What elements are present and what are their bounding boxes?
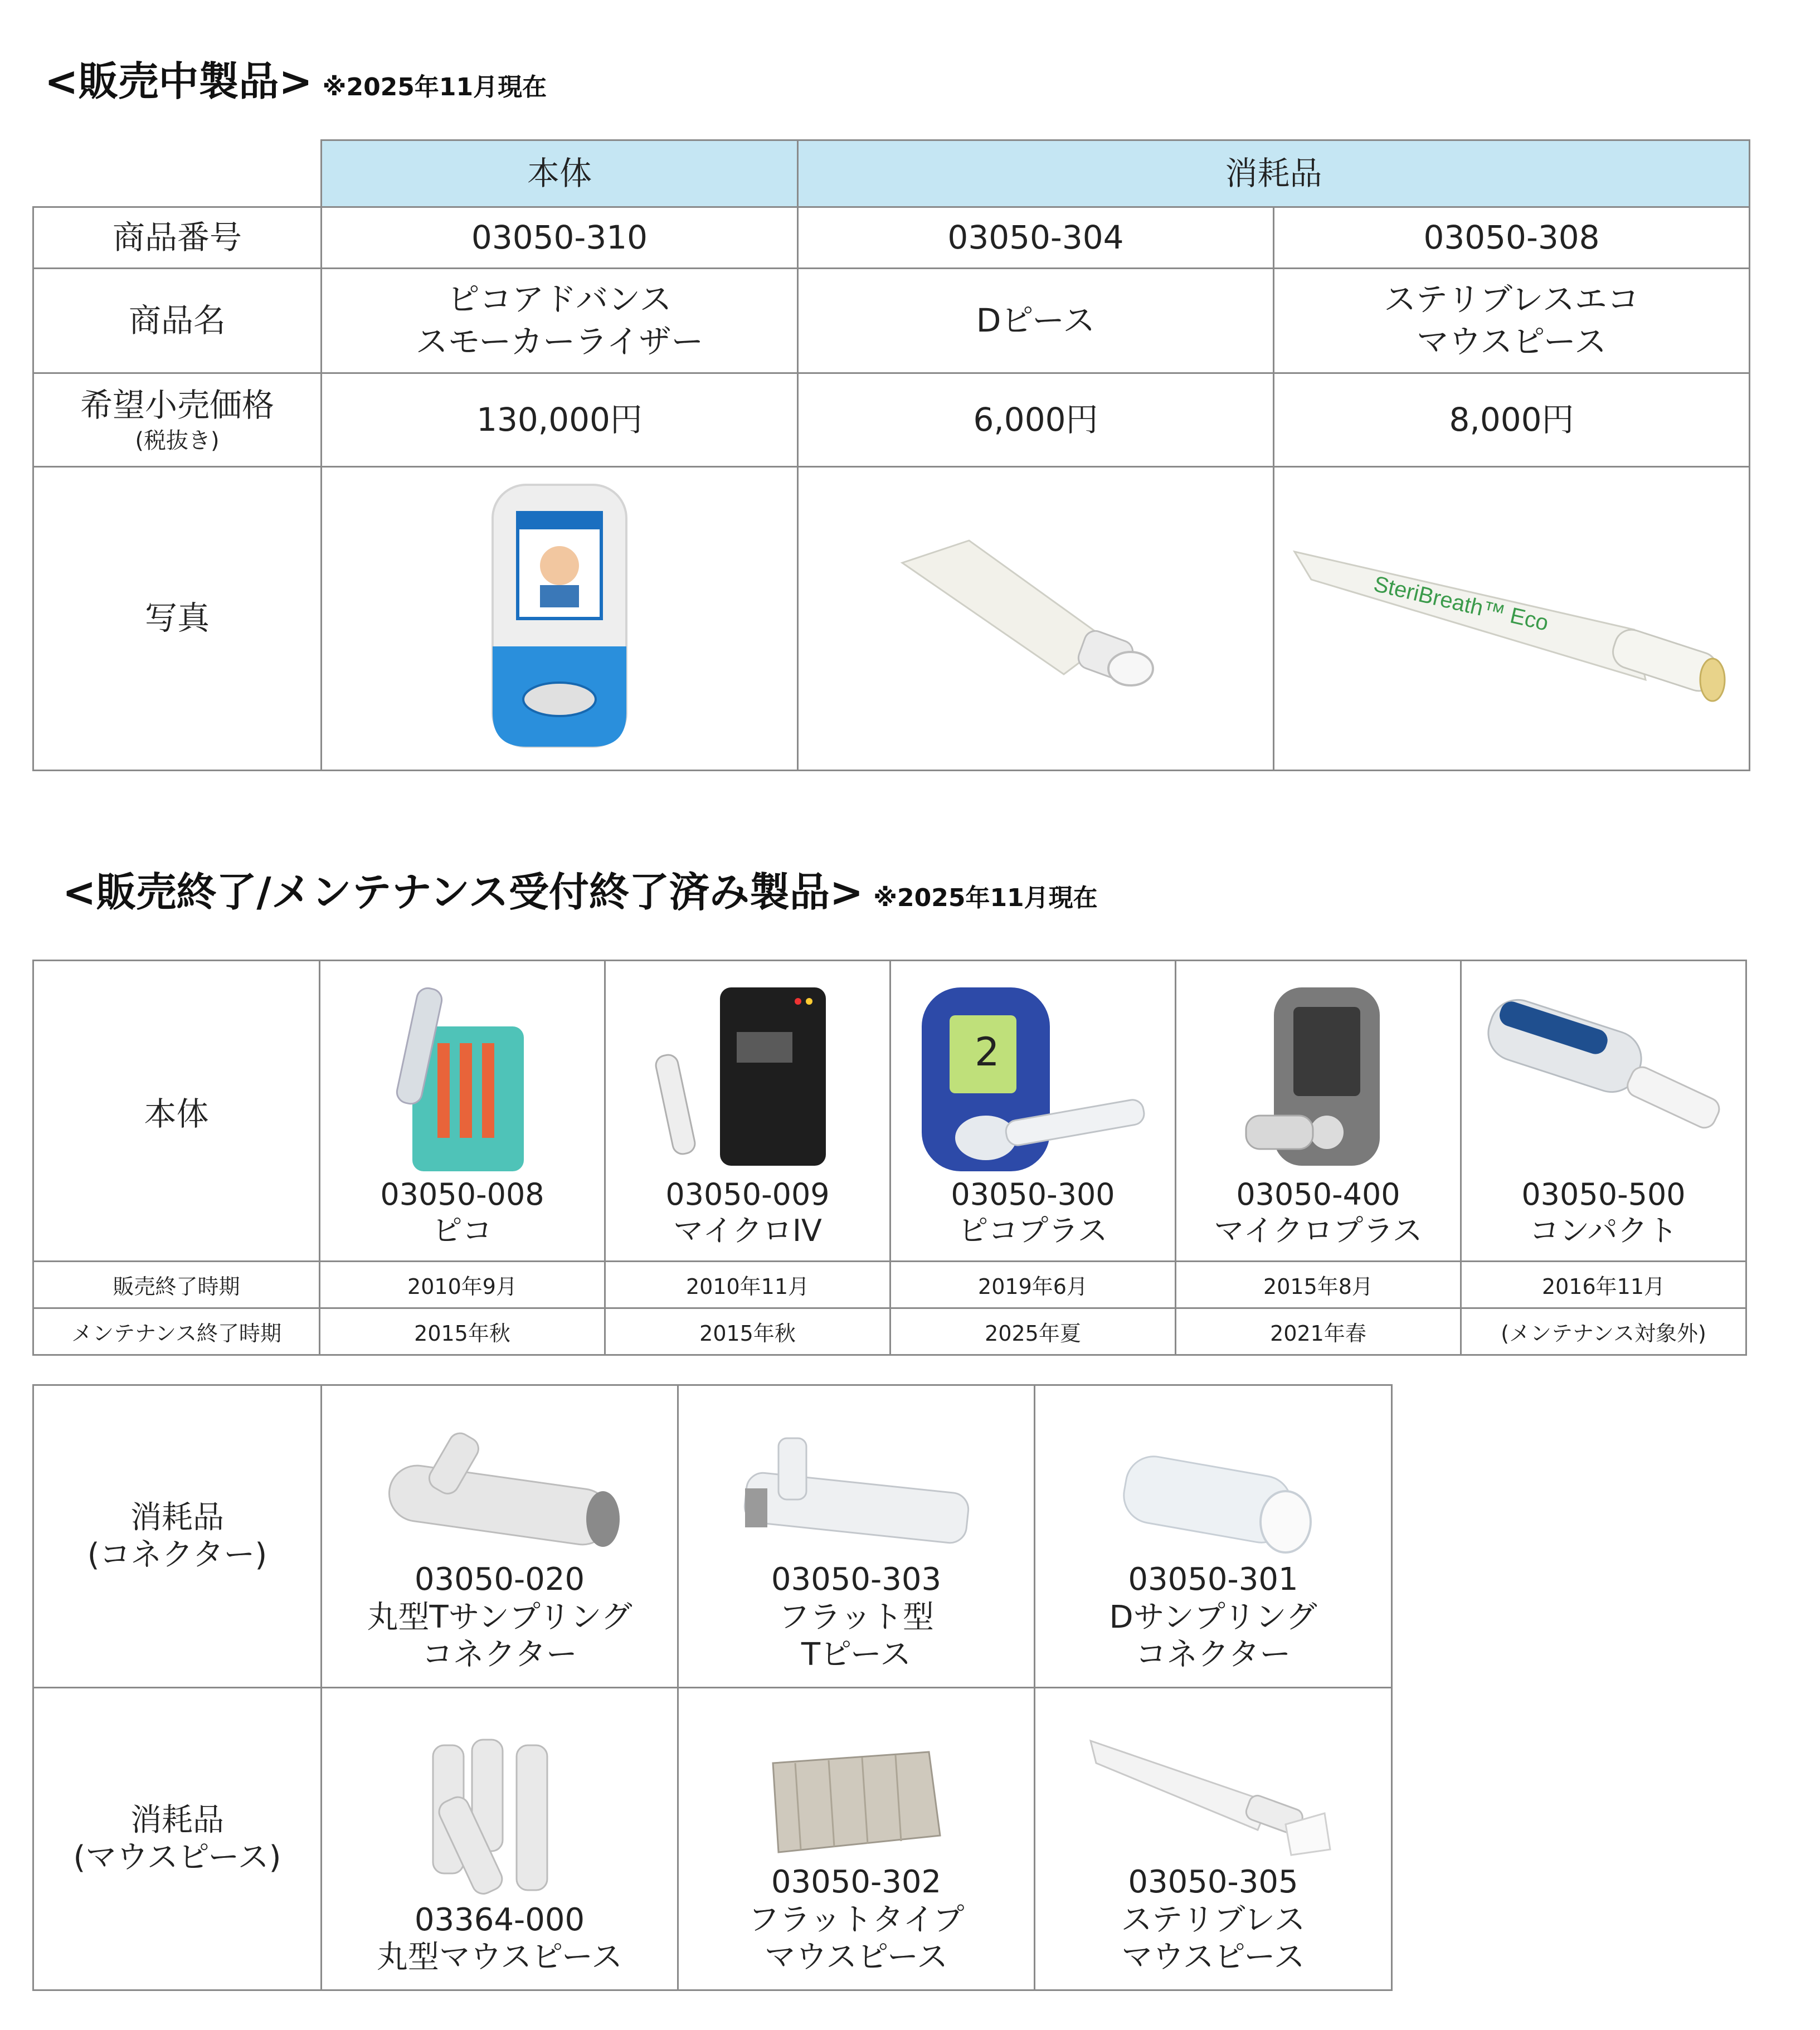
row-label-connectors <box>33 1385 322 1688</box>
photo-cell <box>798 467 1274 771</box>
maintenance-end-value: 2015年秋 <box>605 1308 890 1355</box>
pico-advance-device-image <box>487 479 632 758</box>
section1-title: <販売中製品> <box>45 58 313 105</box>
row-label-maintenance-end: メンテナンス終了時期 <box>33 1308 320 1355</box>
product-name-line2: スモーカーライザー <box>415 322 704 361</box>
connector-name-line2: Tピース <box>801 1636 912 1673</box>
blank-corner <box>33 140 322 207</box>
device-number: 03050-300 <box>951 1177 1115 1213</box>
product-name-line2: マウスピース <box>1416 322 1607 361</box>
mouthpiece-cell <box>1035 1688 1392 1990</box>
row-label-body: 本体 <box>33 961 320 1262</box>
device-cell <box>320 961 605 1262</box>
product-name <box>798 269 1274 373</box>
row-label-photo: 写真 <box>33 467 322 771</box>
pico-plus-device-image <box>916 982 1150 1177</box>
connector-name-line1: 丸型Tサンプリング <box>367 1599 632 1635</box>
device-number: 03050-500 <box>1521 1177 1686 1213</box>
product-name <box>322 269 798 373</box>
connector-number: 03050-303 <box>771 1561 942 1598</box>
device-cell <box>890 961 1176 1262</box>
d-sampling-connector-image <box>1107 1438 1319 1561</box>
product-name-line1: ピコアドバンス <box>447 280 672 319</box>
price-label: 希望小売価格 <box>80 386 274 424</box>
mouthpiece-label-line1: 消耗品 <box>130 1802 224 1838</box>
steribreath-mouthpiece-image <box>1085 1730 1341 1863</box>
connector-cell <box>678 1385 1035 1688</box>
steribreath-eco-mouthpiece-image <box>1289 529 1735 708</box>
row-label-number: 商品番号 <box>33 207 322 269</box>
steribreath-label: SteriBreath™ Eco <box>1371 571 1551 636</box>
section2-note: ※2025年11月現在 <box>873 884 1098 912</box>
connector-number: 03050-020 <box>414 1561 585 1598</box>
section2-heading <box>62 869 1098 916</box>
sales-end-value: 2019年6月 <box>890 1262 1176 1308</box>
mouthpiece-cell <box>322 1688 678 1990</box>
mouthpiece-name-line2: マウスピース <box>1121 1939 1305 1975</box>
section1-note: ※2025年11月現在 <box>322 73 547 101</box>
product-price: 8,000円 <box>1274 373 1750 467</box>
mouthpiece-name-line1: ステリブレス <box>1121 1901 1306 1938</box>
sales-end-value: 2015年8月 <box>1176 1262 1461 1308</box>
photo-cell <box>322 467 798 771</box>
product-number: 03050-304 <box>798 207 1274 269</box>
maintenance-end-value: 2021年春 <box>1176 1308 1461 1355</box>
mouthpiece-name-line2: マウスピース <box>764 1939 948 1975</box>
pico-device-image <box>379 982 546 1177</box>
device-name: コンパクト <box>1529 1213 1678 1249</box>
device-cell <box>1176 961 1461 1262</box>
flat-mouthpieces-image <box>762 1741 951 1863</box>
header-consumables: 消耗品 <box>798 140 1750 207</box>
product-name-line1: Dピース <box>976 301 1096 339</box>
row-label-price <box>33 373 322 467</box>
maintenance-end-value: 2025年夏 <box>890 1308 1176 1355</box>
row-label-sales-end: 販売終了時期 <box>33 1262 320 1308</box>
device-number: 03050-008 <box>380 1177 544 1213</box>
mouthpiece-name-line1: 丸型マウスピース <box>376 1939 623 1975</box>
sales-end-value: 2010年9月 <box>320 1262 605 1308</box>
connector-label-line1: 消耗品 <box>130 1499 224 1536</box>
device-cell <box>605 961 890 1262</box>
micro-plus-device-image <box>1235 982 1402 1177</box>
connector-label-line2: (コネクター) <box>87 1537 267 1573</box>
connector-name-line1: フラット型 <box>778 1599 934 1635</box>
flat-t-piece-image <box>734 1433 979 1561</box>
device-number: 03050-400 <box>1236 1177 1400 1213</box>
mouthpiece-number: 03050-305 <box>1128 1864 1298 1901</box>
device-cell <box>1461 961 1746 1262</box>
device-name: マイクロプラス <box>1214 1213 1423 1249</box>
product-number: 03050-308 <box>1274 207 1750 269</box>
section2-title: <販売終了/メンテナンス受付終了済み製品> <box>62 869 864 916</box>
connector-cell <box>1035 1385 1392 1688</box>
maintenance-end-value: (メンテナンス対象外) <box>1461 1308 1746 1355</box>
product-name-line1: ステリブレスエコ <box>1384 280 1639 319</box>
connector-name-line1: Dサンプリング <box>1109 1599 1317 1635</box>
round-t-connector-image <box>377 1422 622 1561</box>
mouthpiece-cell <box>678 1688 1035 1990</box>
sales-end-value: 2016年11月 <box>1461 1262 1746 1308</box>
section1-heading <box>45 58 547 105</box>
discontinued-devices-table <box>32 960 1747 1356</box>
device-name: マイクロIV <box>673 1213 822 1249</box>
mouthpiece-name-line1: フラットタイプ <box>748 1901 965 1938</box>
product-price: 130,000円 <box>322 373 798 467</box>
header-body: 本体 <box>322 140 798 207</box>
maintenance-end-value: 2015年秋 <box>320 1308 605 1355</box>
current-products-table <box>32 139 1750 771</box>
mouthpiece-number: 03050-302 <box>771 1864 942 1901</box>
connector-name-line2: コネクター <box>1135 1636 1291 1673</box>
connector-cell <box>322 1385 678 1688</box>
connector-name-line2: コネクター <box>422 1636 577 1673</box>
discontinued-consumables-table <box>32 1384 1393 1991</box>
mouthpiece-number: 03364-000 <box>414 1901 585 1938</box>
photo-cell <box>1274 467 1750 771</box>
d-piece-image <box>897 529 1175 708</box>
product-name <box>1274 269 1750 373</box>
device-name: ピコ <box>432 1213 493 1249</box>
compact-device-image <box>1476 982 1732 1177</box>
device-name: ピコプラス <box>958 1213 1108 1249</box>
product-number: 03050-310 <box>322 207 798 269</box>
mouthpiece-label-line2: (マウスピース) <box>73 1839 281 1876</box>
round-mouthpieces-image <box>400 1734 600 1901</box>
connector-number: 03050-301 <box>1128 1561 1298 1598</box>
sales-end-value: 2010年11月 <box>605 1262 890 1308</box>
price-note: (税抜き) <box>135 428 220 454</box>
product-price: 6,000円 <box>798 373 1274 467</box>
device-number: 03050-009 <box>665 1177 830 1213</box>
micro-iv-device-image <box>653 982 843 1177</box>
row-label-name: 商品名 <box>33 269 322 373</box>
row-label-mouthpieces <box>33 1688 322 1990</box>
screen-digit: 2 <box>974 1029 1000 1075</box>
